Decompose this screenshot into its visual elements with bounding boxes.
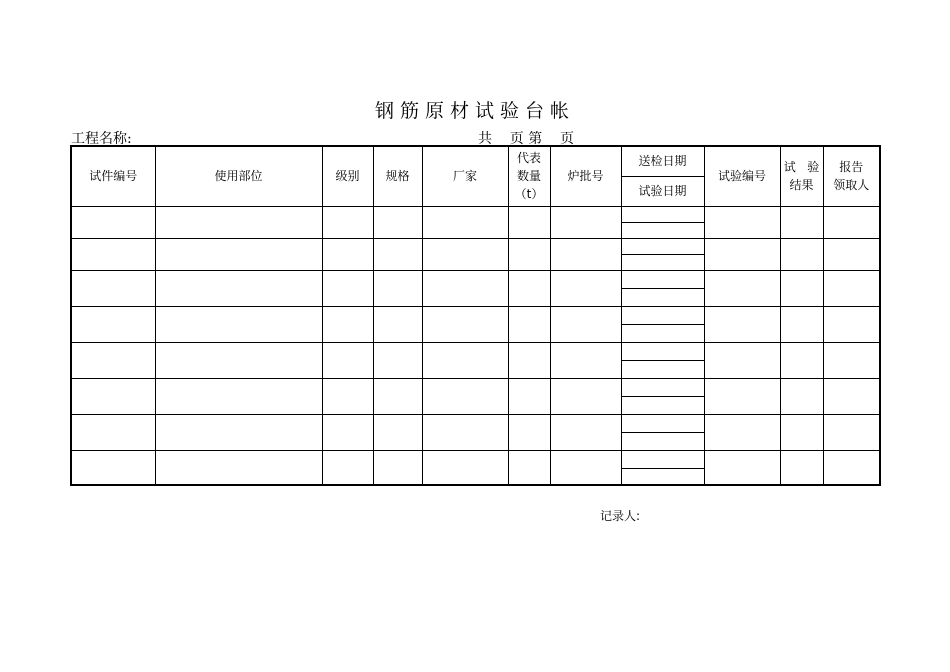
cell-location[interactable]	[155, 342, 322, 378]
header-grade: 级别	[322, 146, 373, 206]
cell-maker[interactable]	[422, 450, 508, 485]
cell-result[interactable]	[780, 306, 823, 342]
cell-date[interactable]	[621, 206, 704, 222]
cell-spec[interactable]	[373, 342, 422, 378]
cell-specimen-no[interactable]	[71, 450, 155, 485]
cell-receiver[interactable]	[823, 270, 880, 306]
cell-quantity[interactable]	[508, 306, 550, 342]
project-name-label: 工程名称:	[71, 131, 132, 147]
cell-test-date[interactable]	[621, 468, 704, 485]
cell-batch[interactable]	[550, 378, 621, 414]
cell-date[interactable]	[621, 306, 704, 324]
cell-test-no[interactable]	[704, 206, 780, 238]
cell-maker[interactable]	[422, 306, 508, 342]
cell-maker[interactable]	[422, 206, 508, 238]
cell-receiver[interactable]	[823, 378, 880, 414]
header-result-line2: 结果	[789, 178, 814, 193]
header-row	[71, 146, 880, 176]
cell-date[interactable]	[621, 270, 704, 288]
header-quantity-line3: （t）	[514, 187, 544, 202]
cell-grade[interactable]	[322, 206, 373, 238]
cell-test-date[interactable]	[621, 254, 704, 270]
header-result-line1: 试 验	[783, 160, 820, 175]
cell-test-no[interactable]	[704, 306, 780, 342]
cell-receiver[interactable]	[823, 306, 880, 342]
cell-spec[interactable]	[373, 238, 422, 270]
header-maker: 厂家	[422, 146, 508, 206]
cell-location[interactable]	[155, 238, 322, 270]
cell-location[interactable]	[155, 414, 322, 450]
cell-grade[interactable]	[322, 306, 373, 342]
cell-batch[interactable]	[550, 270, 621, 306]
cell-specimen-no[interactable]	[71, 306, 155, 342]
header-batch: 炉批号	[550, 146, 621, 206]
cell-batch[interactable]	[550, 238, 621, 270]
cell-location[interactable]	[155, 450, 322, 485]
header-receiver-line1: 报告	[839, 160, 864, 175]
cell-batch[interactable]	[550, 206, 621, 238]
cell-receiver[interactable]	[823, 414, 880, 450]
cell-quantity[interactable]	[508, 342, 550, 378]
header-spec: 规格	[373, 146, 422, 206]
cell-result[interactable]	[780, 238, 823, 270]
cell-test-date[interactable]	[621, 396, 704, 414]
cell-spec[interactable]	[373, 378, 422, 414]
cell-location[interactable]	[155, 306, 322, 342]
cell-maker[interactable]	[422, 378, 508, 414]
cell-test-date[interactable]	[621, 324, 704, 342]
header-quantity	[508, 146, 550, 206]
table-row	[71, 238, 880, 254]
cell-date[interactable]	[621, 342, 704, 360]
cell-test-date[interactable]	[621, 360, 704, 378]
recorder-label: 记录人:	[600, 509, 641, 523]
cell-result[interactable]	[780, 450, 823, 485]
cell-location[interactable]	[155, 270, 322, 306]
cell-specimen-no[interactable]	[71, 414, 155, 450]
table-row	[71, 450, 880, 468]
cell-maker[interactable]	[422, 270, 508, 306]
cell-maker[interactable]	[422, 238, 508, 270]
header-specimen-no: 试件编号	[71, 146, 155, 206]
table-row	[71, 206, 880, 222]
cell-test-no[interactable]	[704, 414, 780, 450]
cell-specimen-no[interactable]	[71, 342, 155, 378]
cell-batch[interactable]	[550, 306, 621, 342]
header-receiver	[823, 146, 880, 206]
cell-test-no[interactable]	[704, 378, 780, 414]
document-title: 钢筋原材试验台帐	[374, 100, 575, 122]
cell-receiver[interactable]	[823, 450, 880, 485]
cell-specimen-no[interactable]	[71, 238, 155, 270]
cell-test-no[interactable]	[704, 450, 780, 485]
table-row	[71, 270, 880, 288]
header-send-date: 送检日期	[621, 146, 704, 176]
cell-quantity[interactable]	[508, 450, 550, 485]
cell-test-date[interactable]	[621, 222, 704, 238]
table-row	[71, 342, 880, 360]
cell-quantity[interactable]	[508, 270, 550, 306]
header-location: 使用部位	[155, 146, 322, 206]
cell-receiver[interactable]	[823, 238, 880, 270]
cell-test-no[interactable]	[704, 270, 780, 306]
header-quantity-line2: 数量	[516, 169, 541, 184]
header-test-no: 试验编号	[704, 146, 780, 206]
cell-test-date[interactable]	[621, 432, 704, 450]
cell-spec[interactable]	[373, 450, 422, 485]
cell-maker[interactable]	[422, 342, 508, 378]
cell-date[interactable]	[621, 378, 704, 396]
header-quantity-line1: 代表	[516, 151, 541, 166]
cell-result[interactable]	[780, 342, 823, 378]
table-row	[71, 378, 880, 396]
table-row	[71, 414, 880, 432]
header-test-date: 试验日期	[621, 176, 704, 206]
cell-test-date[interactable]	[621, 288, 704, 306]
cell-result[interactable]	[780, 206, 823, 238]
page-count-label: 共 页 第 页	[478, 131, 575, 147]
cell-specimen-no[interactable]	[71, 270, 155, 306]
cell-spec[interactable]	[373, 414, 422, 450]
cell-grade[interactable]	[322, 450, 373, 485]
cell-quantity[interactable]	[508, 238, 550, 270]
table-row	[71, 306, 880, 324]
cell-maker[interactable]	[422, 414, 508, 450]
cell-spec[interactable]	[373, 206, 422, 238]
cell-date[interactable]	[621, 450, 704, 468]
cell-grade[interactable]	[322, 378, 373, 414]
cell-spec[interactable]	[373, 306, 422, 342]
cell-result[interactable]	[780, 378, 823, 414]
cell-result[interactable]	[780, 270, 823, 306]
cell-quantity[interactable]	[508, 378, 550, 414]
cell-test-no[interactable]	[704, 342, 780, 378]
cell-result[interactable]	[780, 414, 823, 450]
cell-batch[interactable]	[550, 450, 621, 485]
ledger-table	[70, 145, 881, 486]
cell-location[interactable]	[155, 206, 322, 238]
cell-grade[interactable]	[322, 238, 373, 270]
cell-spec[interactable]	[373, 270, 422, 306]
cell-grade[interactable]	[322, 342, 373, 378]
cell-receiver[interactable]	[823, 206, 880, 238]
cell-quantity[interactable]	[508, 206, 550, 238]
cell-date[interactable]	[621, 238, 704, 254]
cell-receiver[interactable]	[823, 342, 880, 378]
header-receiver-line2: 领取人	[833, 178, 870, 193]
cell-batch[interactable]	[550, 342, 621, 378]
cell-specimen-no[interactable]	[71, 378, 155, 414]
cell-test-no[interactable]	[704, 238, 780, 270]
cell-location[interactable]	[155, 378, 322, 414]
header-result	[780, 146, 823, 206]
cell-grade[interactable]	[322, 414, 373, 450]
cell-quantity[interactable]	[508, 414, 550, 450]
cell-grade[interactable]	[322, 270, 373, 306]
cell-specimen-no[interactable]	[71, 206, 155, 238]
cell-batch[interactable]	[550, 414, 621, 450]
cell-date[interactable]	[621, 414, 704, 432]
